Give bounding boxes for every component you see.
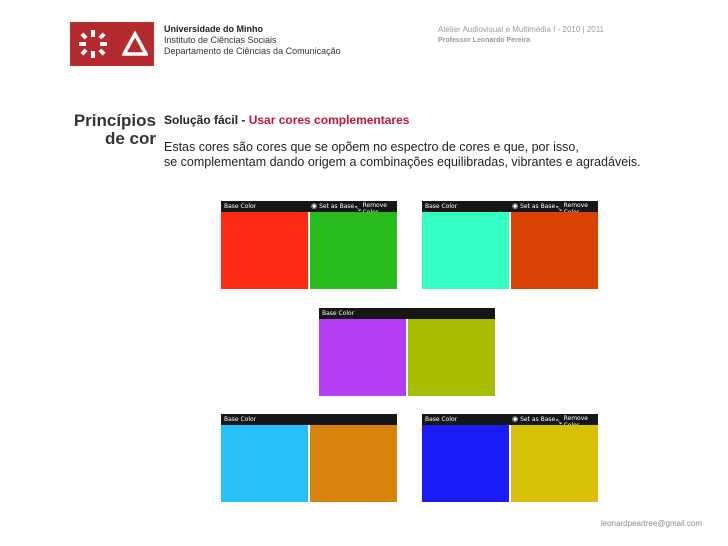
swatch-toolbar xyxy=(221,414,397,425)
university-emblem-icon xyxy=(76,27,110,61)
remove-icon: ⤡ xyxy=(556,417,562,426)
base-color-label: Base Color xyxy=(322,310,355,317)
triangle-icon xyxy=(122,31,148,57)
university-logo xyxy=(70,22,154,66)
swatch-pair xyxy=(422,201,598,289)
swatch-toolbar xyxy=(221,201,397,212)
complementary-color-chip xyxy=(511,425,598,502)
base-color-chip xyxy=(221,212,308,289)
set-as-base-label: Set as Base xyxy=(319,203,355,210)
swatch-pair xyxy=(422,414,598,502)
footer-email: leonardpeartree@gmail.com xyxy=(600,519,702,528)
section-title-line1: Princípios xyxy=(73,111,156,130)
swatch-toolbar xyxy=(422,201,598,212)
base-color-label: Base Color xyxy=(425,416,458,423)
base-color-chip xyxy=(221,425,308,502)
base-color-label: Base Color xyxy=(224,203,257,210)
base-color-chip xyxy=(422,425,509,502)
institute-name: Instituto de Ciências Sociais xyxy=(164,35,277,45)
set-as-base-label: Set as Base xyxy=(520,203,556,210)
description xyxy=(164,140,641,170)
complementary-color-chip xyxy=(310,212,397,289)
department-name: Departamento de Ciências da Comunicação xyxy=(164,46,341,56)
base-color-chip xyxy=(319,319,406,396)
swatch-toolbar xyxy=(422,414,598,425)
section-title xyxy=(60,112,156,148)
swatch-toolbar xyxy=(319,308,495,319)
swatch-pair xyxy=(319,308,495,396)
remove-color-label: Remove xyxy=(563,202,588,209)
set-as-base-button[interactable] xyxy=(512,415,555,424)
set-base-icon: ◉ xyxy=(512,202,519,210)
base-color-label: Base Color xyxy=(425,203,458,210)
course-name: Atelier Audiovisual e Multimédia I - 2010 | 2011 xyxy=(438,25,605,34)
set-base-icon: ◉ xyxy=(311,202,318,210)
swatch-pair xyxy=(221,414,397,502)
section-title-line2: de cor xyxy=(104,129,156,148)
heading-accent: Usar cores complementares xyxy=(248,113,410,127)
remove-color-label: Remove xyxy=(563,415,588,422)
complementary-color-chip xyxy=(511,212,598,289)
complementary-color-chip xyxy=(408,319,495,396)
slide-heading xyxy=(164,113,409,127)
set-as-base-label: Set as Base xyxy=(520,416,556,423)
description-line2: se complementam dando origem a combinações equilibradas, vibrantes e agradáveis. xyxy=(164,155,641,169)
set-as-base-button[interactable] xyxy=(311,202,354,211)
remove-color-label: Remove xyxy=(362,202,387,209)
course-block xyxy=(438,24,604,46)
set-base-icon: ◉ xyxy=(512,415,519,423)
base-color-label: Base Color xyxy=(224,416,257,423)
base-color-chip xyxy=(422,212,509,289)
heading-prefix: Solução fácil - xyxy=(164,113,249,127)
swatch-pair xyxy=(221,201,397,289)
set-as-base-button[interactable] xyxy=(512,202,555,211)
remove-icon: ⤡ xyxy=(355,204,361,213)
professor-name: Professor Leonardo Pereira xyxy=(438,37,531,44)
university-name: Universidade do Minho xyxy=(164,24,264,34)
institution-block xyxy=(164,24,341,57)
complementary-color-chip xyxy=(310,425,397,502)
description-line1: Estas cores são cores que se opõem no espectro de cores e que, por isso, xyxy=(164,140,579,154)
remove-icon: ⤡ xyxy=(556,204,562,213)
